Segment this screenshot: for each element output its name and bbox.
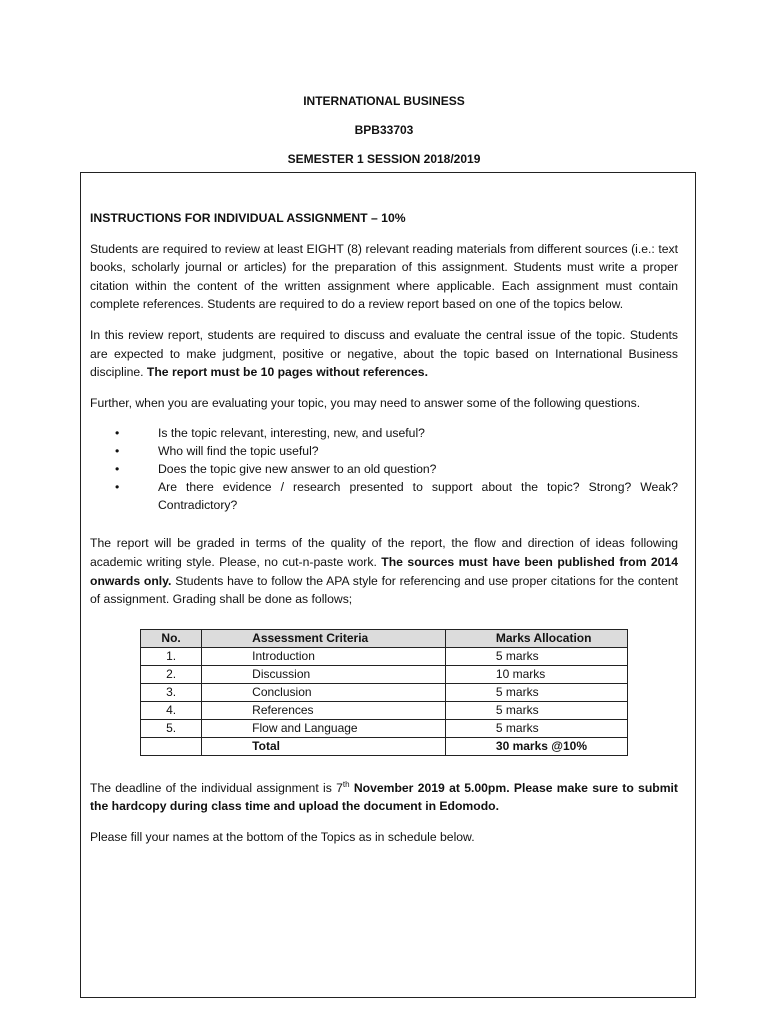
grading-text-c: Students have to follow the APA style for referencing and use proper citations for the content of assignment. Grading shall be done as follows; bbox=[90, 573, 678, 607]
header-no: No. bbox=[141, 629, 202, 647]
cell-criteria: Discussion bbox=[202, 665, 446, 683]
header-criteria: Assessment Criteria bbox=[202, 629, 446, 647]
course-code: BPB33703 bbox=[354, 123, 414, 137]
cell-no: 4. bbox=[141, 701, 202, 719]
grading-text-a: The report will be graded in terms of the quality of the report, the flow and direction of ideas following academic writing style. Please, no cut-n-paste work. bbox=[90, 536, 678, 569]
deadline-ordinal: th bbox=[342, 779, 350, 789]
header-marks: Marks Allocation bbox=[445, 629, 627, 647]
paragraph-review-report bbox=[90, 326, 678, 382]
list-item: • Does the topic give new answer to an old question? bbox=[90, 460, 678, 478]
list-item: • Is the topic relevant, interesting, new, and useful? bbox=[90, 424, 678, 442]
table-row bbox=[141, 683, 628, 701]
cell-no: 1. bbox=[141, 647, 202, 665]
cell-marks: 5 marks bbox=[445, 719, 627, 737]
marks-table bbox=[140, 629, 628, 756]
page-limit-note: The report must be 10 pages without references. bbox=[146, 365, 428, 380]
cell-criteria: Conclusion bbox=[202, 683, 446, 701]
cell-marks: 5 marks bbox=[445, 701, 627, 719]
paragraph-review-report-text: In this review report, students are required to discuss and evaluate the central issue of the topic. Students are expected to make judgment, positive or negative, about the topic based on International Business discipline. bbox=[90, 327, 678, 380]
table-header-row bbox=[141, 629, 628, 647]
cell-marks: 5 marks bbox=[445, 647, 627, 665]
paragraph-closing: Please fill your names at the bottom of the Topics as in schedule below. bbox=[90, 829, 475, 844]
cell-no: 3. bbox=[141, 683, 202, 701]
paragraph-questions-intro: Further, when you are evaluating your topic, you may need to answer some of the following questions. bbox=[90, 395, 641, 410]
paragraph-requirements: Students are required to review at least EIGHT (8) relevant reading materials from different sources (i.e.: text books, scholarly journal or articles) for the preparation of this assignment. Students must write a proper citation within the content of the written assignment where applicable. Each assignment must contain complete references. Students are required to do a review report based on one of the topics below. bbox=[90, 241, 678, 312]
deadline-date: November 2019 at 5.00pm. Please make sure to submit the hardcopy during class time and upload the document in Edomodo. bbox=[90, 780, 678, 814]
table-row bbox=[141, 701, 628, 719]
table-row bbox=[141, 647, 628, 665]
list-item: • Who will find the topic useful? bbox=[90, 442, 678, 460]
paragraph-grading bbox=[90, 534, 678, 608]
instructions-title: INSTRUCTIONS FOR INDIVIDUAL ASSIGNMENT – 10% bbox=[90, 211, 406, 225]
deadline-text-a: The deadline of the individual assignment is 7 bbox=[90, 780, 343, 795]
instructions-content bbox=[90, 209, 678, 859]
cell-empty bbox=[141, 737, 202, 755]
total-label: Total bbox=[202, 737, 446, 755]
session-label: SEMESTER 1 SESSION 2018/2019 bbox=[287, 152, 481, 166]
list-item: • Are there evidence / research presented to support about the topic? Strong? Weak? Contradictory? bbox=[90, 478, 678, 514]
course-title: INTERNATIONAL BUSINESS bbox=[303, 94, 465, 108]
table-row bbox=[141, 719, 628, 737]
sources-note: The sources must have been published from 2014 onwards only. bbox=[90, 554, 678, 588]
cell-criteria: Introduction bbox=[202, 647, 446, 665]
question-list bbox=[90, 424, 678, 514]
paragraph-deadline bbox=[90, 776, 678, 816]
cell-marks: 5 marks bbox=[445, 683, 627, 701]
table-row bbox=[141, 665, 628, 683]
cell-marks: 10 marks bbox=[445, 665, 627, 683]
total-value: 30 marks @10% bbox=[445, 737, 627, 755]
cell-no: 5. bbox=[141, 719, 202, 737]
cell-criteria: Flow and Language bbox=[202, 719, 446, 737]
cell-criteria: References bbox=[202, 701, 446, 719]
cell-no: 2. bbox=[141, 665, 202, 683]
table-total-row bbox=[141, 737, 628, 755]
